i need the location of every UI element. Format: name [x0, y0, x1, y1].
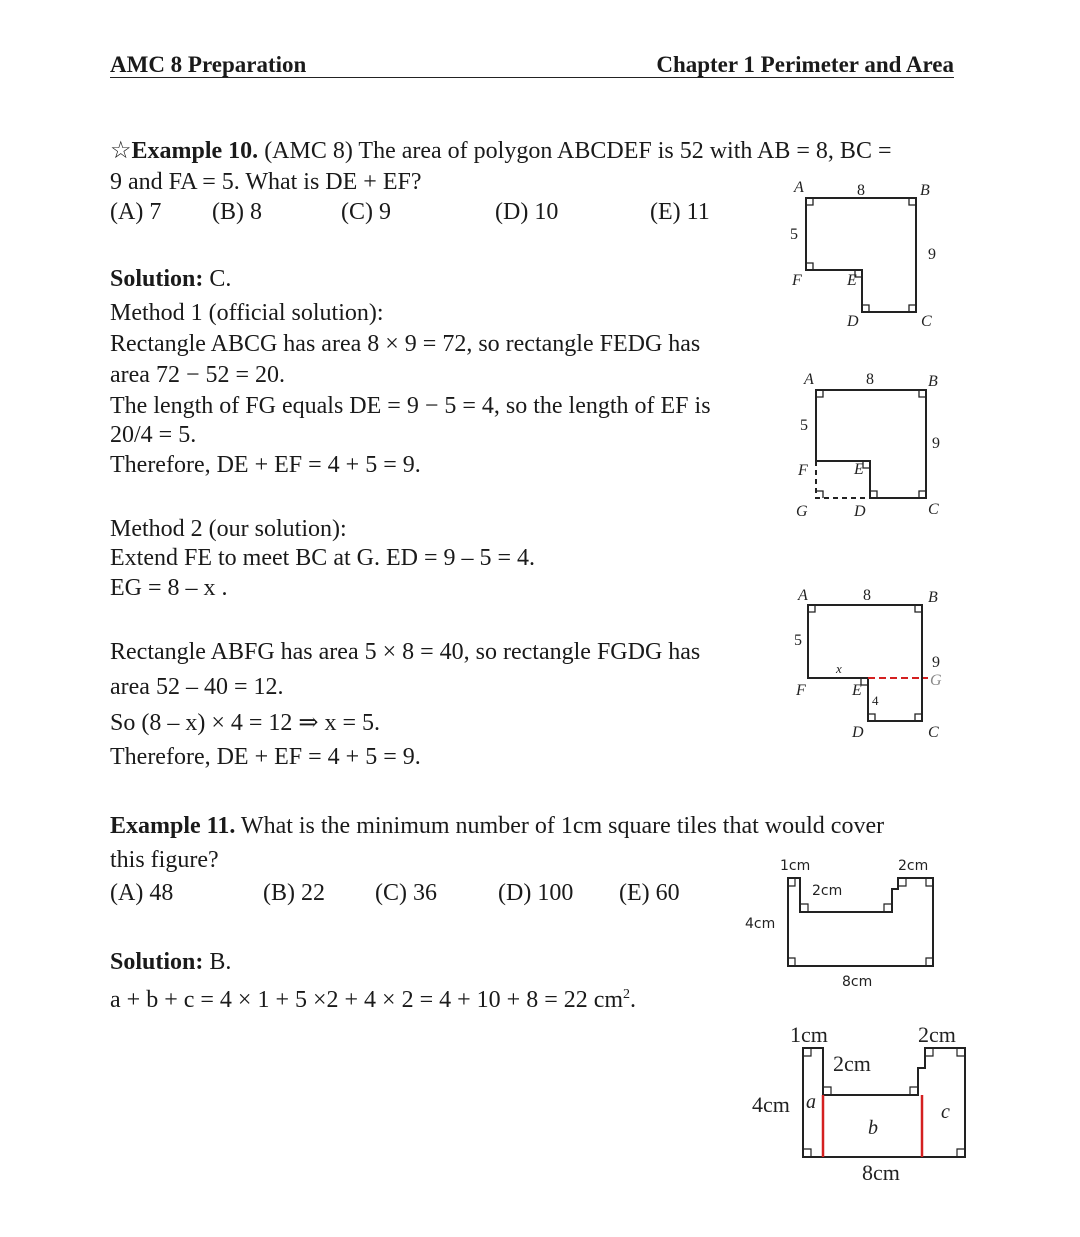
formula-end: .	[630, 987, 637, 1013]
side-ab-label: 8	[863, 587, 871, 604]
height-4cm-label: 4cm	[752, 1092, 790, 1117]
solution-label: Solution:	[110, 266, 204, 292]
example11-solution	[110, 947, 231, 977]
right-angle-marks	[808, 605, 922, 721]
method2-line: Extend FE to meet BC at G. ED = 9 – 5 = 4.	[110, 545, 536, 571]
polygon-outline	[808, 605, 922, 721]
method1-line: The length of FG equals DE = 9 − 5 = 4, so the length of EF is	[110, 393, 711, 419]
formula-text: a + b + c = 4 × 1 + 5 ×2 + 4 × 2 = 4 + 10 + 8 = 22 cm	[110, 987, 624, 1013]
figure-polygon-abcdef	[780, 178, 960, 328]
shape-outline	[788, 878, 933, 966]
method1-line: Therefore, DE + EF = 4 + 5 = 9.	[110, 452, 421, 478]
vertex-f-label: F	[796, 682, 806, 699]
example11-line2: this figure?	[110, 847, 219, 873]
vertex-b-label: B	[920, 182, 930, 199]
right-angle-marks	[788, 878, 933, 966]
region-b-label: b	[868, 1117, 878, 1139]
width-2cm-label: 2cm	[918, 1022, 956, 1047]
method2-line: area 52 – 40 = 12.	[110, 674, 284, 700]
width-2cm-label: 2cm	[898, 858, 929, 874]
method2-line: So (8 – x) × 4 = 12 ⇒ x = 5.	[110, 710, 381, 736]
vertex-a-label: A	[804, 371, 814, 388]
vertex-d-label: D	[847, 313, 859, 330]
example11-choice-e: (E) 60	[619, 880, 680, 906]
notch-2cm-label: 2cm	[812, 883, 843, 899]
star-icon: ☆	[110, 138, 132, 164]
vertex-d-label: D	[852, 724, 864, 741]
method2-title: Method 2 (our solution):	[110, 516, 347, 542]
vertex-d-label: D	[854, 503, 866, 520]
example10-choice-a: (A) 7	[110, 199, 162, 225]
segment-ed-label: 4	[872, 693, 879, 708]
vertex-f-label: F	[798, 462, 808, 479]
vertex-f-label: F	[792, 272, 802, 289]
width-1cm-label: 1cm	[790, 1022, 828, 1047]
vertex-e-label: E	[854, 461, 864, 478]
height-4cm-label: 4cm	[745, 916, 776, 932]
figure-method1	[790, 368, 970, 518]
side-ab-label: 8	[857, 182, 865, 199]
example11-label: Example 11.	[110, 813, 236, 839]
region-c-label: c	[941, 1101, 950, 1123]
side-fa-label: 5	[794, 632, 802, 649]
vertex-c-label: C	[921, 313, 932, 330]
example11-line1	[110, 811, 884, 841]
method1-line: 20/4 = 5.	[110, 422, 197, 448]
base-8cm-label: 8cm	[842, 974, 873, 990]
vertex-e-label: E	[847, 272, 857, 289]
example11-choice-a: (A) 48	[110, 880, 174, 906]
polygon-outline	[816, 390, 926, 498]
example11-choice-d: (D) 100	[498, 880, 574, 906]
solution-answer: C.	[203, 266, 232, 292]
side-ab-label: 8	[866, 371, 874, 388]
example10-choice-b: (B) 8	[212, 199, 262, 225]
header-left: AMC 8 Preparation	[110, 52, 307, 77]
notch-2cm-label: 2cm	[833, 1051, 871, 1076]
vertex-c-label: C	[928, 724, 939, 741]
method1-title: Method 1 (official solution):	[110, 300, 384, 326]
example11-choice-b: (B) 22	[263, 880, 325, 906]
example10-solution	[110, 264, 231, 294]
vertex-c-label: C	[928, 501, 939, 518]
side-bc-label: 9	[928, 246, 936, 263]
solution-answer: B.	[203, 949, 232, 975]
vertex-b-label: B	[928, 373, 938, 390]
vertex-g-label: G	[796, 503, 808, 520]
method2-line: Rectangle ABFG has area 5 × 8 = 40, so rectangle FGDG has	[110, 639, 701, 665]
method2-line: Therefore, DE + EF = 4 + 5 = 9.	[110, 744, 421, 770]
side-fa-label: 5	[800, 417, 808, 434]
example10-choice-e: (E) 11	[650, 199, 710, 225]
example11-choice-c: (C) 36	[375, 880, 437, 906]
example10-line1	[110, 136, 891, 166]
side-bc-label: 9	[932, 654, 940, 671]
figure-tiles-partitioned	[750, 1020, 980, 1190]
vertex-g-label: G	[930, 672, 942, 689]
side-bc-label: 9	[932, 435, 940, 452]
solution-label: Solution:	[110, 949, 204, 975]
figure-tiles	[740, 858, 940, 988]
base-8cm-label: 8cm	[862, 1160, 900, 1185]
figure-method2	[790, 585, 970, 741]
vertex-e-label: E	[852, 682, 862, 699]
example10-choice-d: (D) 10	[495, 199, 559, 225]
method1-line: Rectangle ABCG has area 8 × 9 = 72, so rectangle FEDG has	[110, 331, 701, 357]
vertex-b-label: B	[928, 589, 938, 606]
vertex-a-label: A	[794, 179, 804, 196]
segment-x-label: x	[836, 661, 842, 676]
width-1cm-label: 1cm	[780, 858, 811, 874]
polygon-outline	[806, 198, 916, 312]
header-right: Chapter 1 Perimeter and Area	[656, 52, 954, 77]
example10-label: Example 10.	[131, 138, 259, 164]
example11-question: What is the minimum number of 1cm square tiles that would cover	[235, 813, 885, 839]
example10-choice-c: (C) 9	[341, 199, 391, 225]
example11-formula	[110, 980, 636, 1015]
example10-line2: 9 and FA = 5. What is DE + EF?	[110, 169, 422, 195]
method1-line: area 72 − 52 = 20.	[110, 362, 286, 388]
region-a-label: a	[806, 1091, 816, 1113]
vertex-a-label: A	[798, 587, 808, 604]
formula-sup: 2	[623, 987, 631, 1002]
method2-line: EG = 8 – x .	[110, 575, 228, 601]
header-rule	[110, 77, 954, 78]
side-fa-label: 5	[790, 226, 798, 243]
example10-question: (AMC 8) The area of polygon ABCDEF is 52 with AB = 8, BC =	[258, 138, 892, 164]
